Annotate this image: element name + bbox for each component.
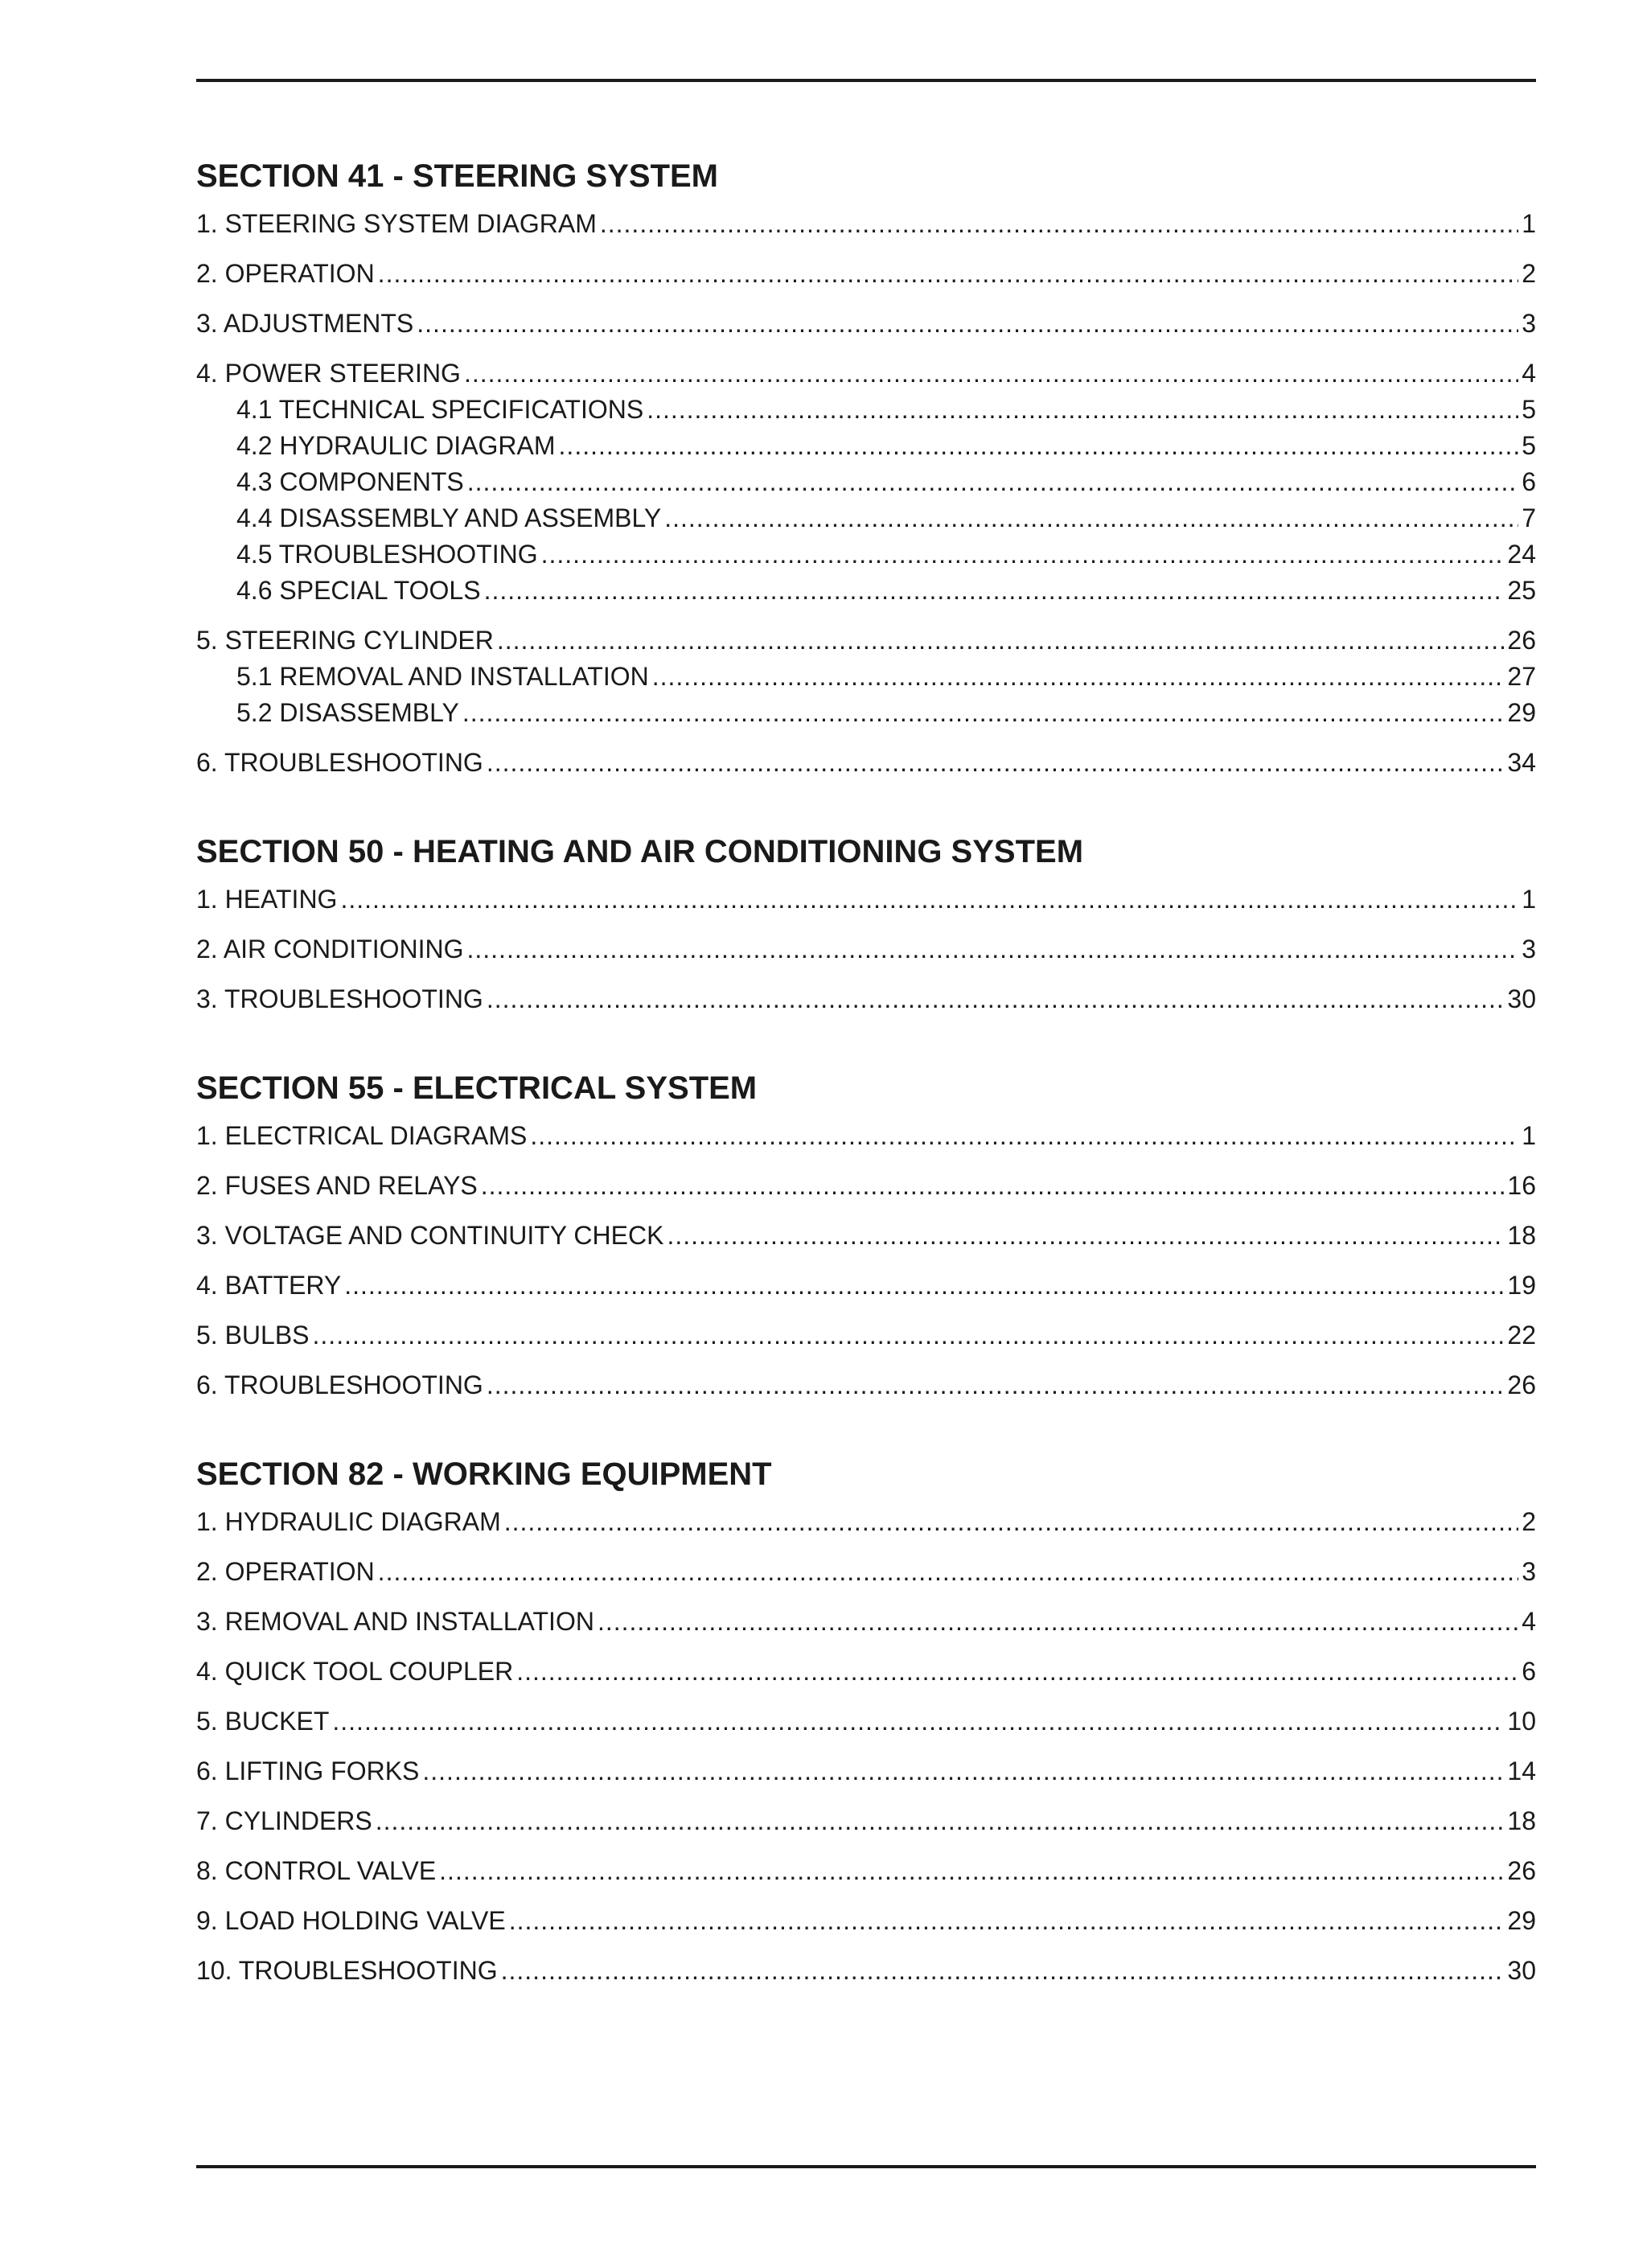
entry-label: 4.3 COMPONENTS [236, 467, 464, 496]
dot-leader [516, 1655, 1518, 1687]
entry-label: 2. AIR CONDITIONING [196, 935, 464, 963]
entry-label: 6. LIFTING FORKS [196, 1756, 420, 1785]
toc-section [196, 833, 1536, 1015]
dot-leader [466, 933, 1518, 965]
page-number: 30 [1507, 984, 1536, 1013]
toc-entry[interactable] [196, 1954, 1536, 1987]
page-number: 30 [1507, 1956, 1536, 1985]
page-number: 10 [1507, 1707, 1536, 1736]
page-number: 24 [1507, 540, 1536, 569]
toc-subentry[interactable] [196, 393, 1536, 425]
toc-entry[interactable] [196, 983, 1536, 1015]
page-number: 29 [1507, 1906, 1536, 1935]
dot-leader [598, 1605, 1518, 1637]
dot-leader [647, 393, 1518, 425]
dot-leader [487, 983, 1505, 1015]
section-title: SECTION 41 - STEERING SYSTEM [196, 158, 719, 194]
dot-leader [484, 574, 1505, 606]
entry-label: 4.2 HYDRAULIC DIAGRAM [236, 431, 556, 460]
entry-label: 8. CONTROL VALVE [196, 1856, 437, 1885]
entry-label: 1. HEATING [196, 885, 338, 914]
dot-leader [417, 307, 1518, 339]
entry-label: 3. VOLTAGE AND CONTINUITY CHECK [196, 1221, 664, 1250]
page-number: 16 [1507, 1171, 1536, 1200]
entry-label: 2. OPERATION [196, 1557, 375, 1586]
dot-leader [664, 502, 1518, 534]
toc-subentry[interactable] [196, 538, 1536, 570]
page-number: 18 [1507, 1221, 1536, 1250]
page-number: 1 [1522, 209, 1536, 238]
dot-leader [600, 207, 1518, 240]
dot-leader [497, 624, 1505, 656]
header-rule [196, 79, 1536, 82]
entry-label: 4.4 DISASSEMBLY AND ASSEMBLY [236, 503, 662, 532]
page-number: 4 [1522, 1607, 1536, 1636]
dot-leader [559, 429, 1519, 462]
toc-entry[interactable] [196, 1855, 1536, 1887]
toc-subentry[interactable] [196, 574, 1536, 606]
dot-leader [467, 466, 1518, 498]
dot-leader [340, 883, 1518, 915]
entry-label: 4. POWER STEERING [196, 359, 461, 388]
entry-label: 5. BUCKET [196, 1707, 330, 1736]
page-number: 18 [1507, 1806, 1536, 1835]
entry-label: 5.1 REMOVAL AND INSTALLATION [236, 662, 649, 691]
entry-label: 3. REMOVAL AND INSTALLATION [196, 1607, 594, 1636]
dot-leader [378, 1555, 1519, 1588]
page-number: 29 [1507, 698, 1536, 727]
page-number: 2 [1522, 1507, 1536, 1536]
dot-leader [509, 1904, 1505, 1937]
dot-leader [332, 1705, 1504, 1737]
dot-leader [313, 1319, 1505, 1351]
page-number: 3 [1522, 1557, 1536, 1586]
table-of-contents [196, 158, 1536, 1987]
page-number: 19 [1507, 1271, 1536, 1300]
toc-entry[interactable] [196, 883, 1536, 915]
footer-rule [196, 2165, 1536, 2168]
dot-leader [501, 1954, 1505, 1987]
toc-entry[interactable] [196, 1319, 1536, 1351]
dot-leader [487, 1369, 1505, 1401]
entry-label: 3. ADJUSTMENTS [196, 309, 414, 338]
dot-leader [652, 660, 1505, 692]
page-number: 7 [1522, 503, 1536, 532]
dot-leader [344, 1269, 1504, 1301]
page-number: 6 [1522, 1657, 1536, 1686]
entry-label: 6. TROUBLESHOOTING [196, 1370, 483, 1399]
section-title: SECTION 50 - HEATING AND AIR CONDITIONING SYSTEM [196, 834, 1084, 869]
toc-entry[interactable] [196, 1219, 1536, 1251]
page-number: 3 [1522, 935, 1536, 963]
entry-label: 5. STEERING CYLINDER [196, 626, 494, 655]
entry-label: 2. FUSES AND RELAYS [196, 1171, 478, 1200]
toc-entry[interactable] [196, 1506, 1536, 1538]
toc-entry[interactable] [196, 307, 1536, 339]
entry-label: 4. QUICK TOOL COUPLER [196, 1657, 514, 1686]
page-number: 1 [1522, 885, 1536, 914]
toc-entry[interactable] [196, 1655, 1536, 1687]
toc-section [196, 1070, 1536, 1401]
section-title: SECTION 55 - ELECTRICAL SYSTEM [196, 1070, 758, 1106]
entry-label: 3. TROUBLESHOOTING [196, 984, 483, 1013]
toc-subentry[interactable] [196, 429, 1536, 462]
toc-entry[interactable] [196, 624, 1536, 656]
page-number: 6 [1522, 467, 1536, 496]
entry-label: 1. ELECTRICAL DIAGRAMS [196, 1121, 528, 1150]
dot-leader [464, 357, 1518, 389]
toc-entry[interactable] [196, 1369, 1536, 1401]
toc-subentry[interactable] [196, 502, 1536, 534]
dot-leader [378, 257, 1519, 290]
page-number: 22 [1507, 1321, 1536, 1350]
dot-leader [530, 1120, 1518, 1152]
toc-entry[interactable] [196, 933, 1536, 965]
dot-leader [422, 1755, 1504, 1787]
entry-label: 4.1 TECHNICAL SPECIFICATIONS [236, 395, 644, 424]
toc-entry[interactable] [196, 1120, 1536, 1152]
page-number: 5 [1522, 395, 1536, 424]
page-number: 1 [1522, 1121, 1536, 1150]
toc-entry[interactable] [196, 746, 1536, 779]
toc-entry[interactable] [196, 207, 1536, 240]
section-title: SECTION 82 - WORKING EQUIPMENT [196, 1457, 772, 1492]
dot-leader [376, 1805, 1505, 1837]
page-number: 14 [1507, 1756, 1536, 1785]
page-number: 26 [1507, 626, 1536, 655]
toc-subentry[interactable] [196, 696, 1536, 729]
toc-subentry[interactable] [196, 466, 1536, 498]
dot-leader [667, 1219, 1504, 1251]
toc-subentry[interactable] [196, 660, 1536, 692]
page-number: 25 [1507, 576, 1536, 605]
entry-label: 4.5 TROUBLESHOOTING [236, 540, 538, 569]
entry-label: 4.6 SPECIAL TOOLS [236, 576, 481, 605]
dot-leader [439, 1855, 1504, 1887]
entry-label: 5. BULBS [196, 1321, 310, 1350]
toc-entry[interactable] [196, 1805, 1536, 1837]
dot-leader [462, 696, 1505, 729]
toc-entry[interactable] [196, 357, 1536, 389]
entry-label: 4. BATTERY [196, 1271, 342, 1300]
entry-label: 2. OPERATION [196, 259, 375, 288]
page-number: 27 [1507, 662, 1536, 691]
entry-label: 10. TROUBLESHOOTING [196, 1956, 498, 1985]
toc-section [196, 1456, 1536, 1987]
entry-label: 1. STEERING SYSTEM DIAGRAM [196, 209, 597, 238]
entry-label: 7. CYLINDERS [196, 1806, 372, 1835]
page-number: 3 [1522, 309, 1536, 338]
page-number: 5 [1522, 431, 1536, 460]
page-number: 2 [1522, 259, 1536, 288]
page-number: 34 [1507, 748, 1536, 777]
dot-leader [541, 538, 1505, 570]
entry-label: 6. TROUBLESHOOTING [196, 748, 483, 777]
page-number: 26 [1507, 1856, 1536, 1885]
toc-entry[interactable] [196, 1904, 1536, 1937]
toc-entry[interactable] [196, 1169, 1536, 1202]
toc-entry[interactable] [196, 1705, 1536, 1737]
page-number: 26 [1507, 1370, 1536, 1399]
toc-entry[interactable] [196, 1605, 1536, 1637]
entry-label: 9. LOAD HOLDING VALVE [196, 1906, 506, 1935]
toc-entry[interactable] [196, 257, 1536, 290]
entry-label: 1. HYDRAULIC DIAGRAM [196, 1507, 501, 1536]
entry-label: 5.2 DISASSEMBLY [236, 698, 459, 727]
toc-section [196, 158, 1536, 779]
page-number: 4 [1522, 359, 1536, 388]
dot-leader [487, 746, 1505, 779]
toc-entry[interactable] [196, 1555, 1536, 1588]
dot-leader [481, 1169, 1505, 1202]
toc-entry[interactable] [196, 1269, 1536, 1301]
toc-entry[interactable] [196, 1755, 1536, 1787]
dot-leader [504, 1506, 1518, 1538]
